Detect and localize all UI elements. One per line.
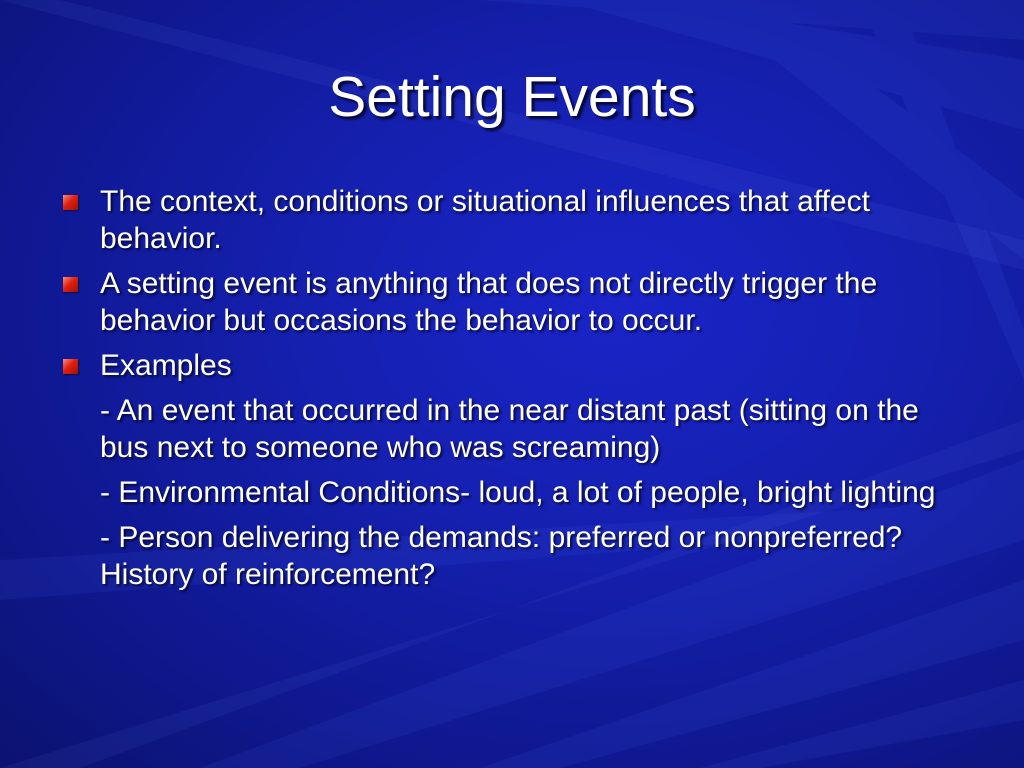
example-item: - Environmental Conditions- loud, a lot of people, bright lighting xyxy=(100,476,936,509)
bullet-item-examples xyxy=(100,347,970,384)
slide-title: Setting Events xyxy=(328,65,696,129)
bullet-text: Examples xyxy=(100,349,232,382)
square-bullet-icon xyxy=(63,195,78,210)
slide-content xyxy=(100,183,970,601)
square-bullet-icon xyxy=(63,359,78,374)
example-item: - Person delivering the demands: preferred or nonpreferred? History of reinforcement? xyxy=(100,521,903,591)
example-item: - An event that occurred in the near distant past (sitting on the bus next to someone who was screaming) xyxy=(100,394,919,464)
square-bullet-icon xyxy=(63,277,78,292)
bullet-text: A setting event is anything that does not directly trigger the behavior but occasions the behavior to occur. xyxy=(100,267,878,337)
bullet-item-definition xyxy=(100,183,970,257)
bullet-item-setting-event xyxy=(100,265,970,339)
bullet-text: The context, conditions or situational influences that affect behavior. xyxy=(100,185,870,255)
